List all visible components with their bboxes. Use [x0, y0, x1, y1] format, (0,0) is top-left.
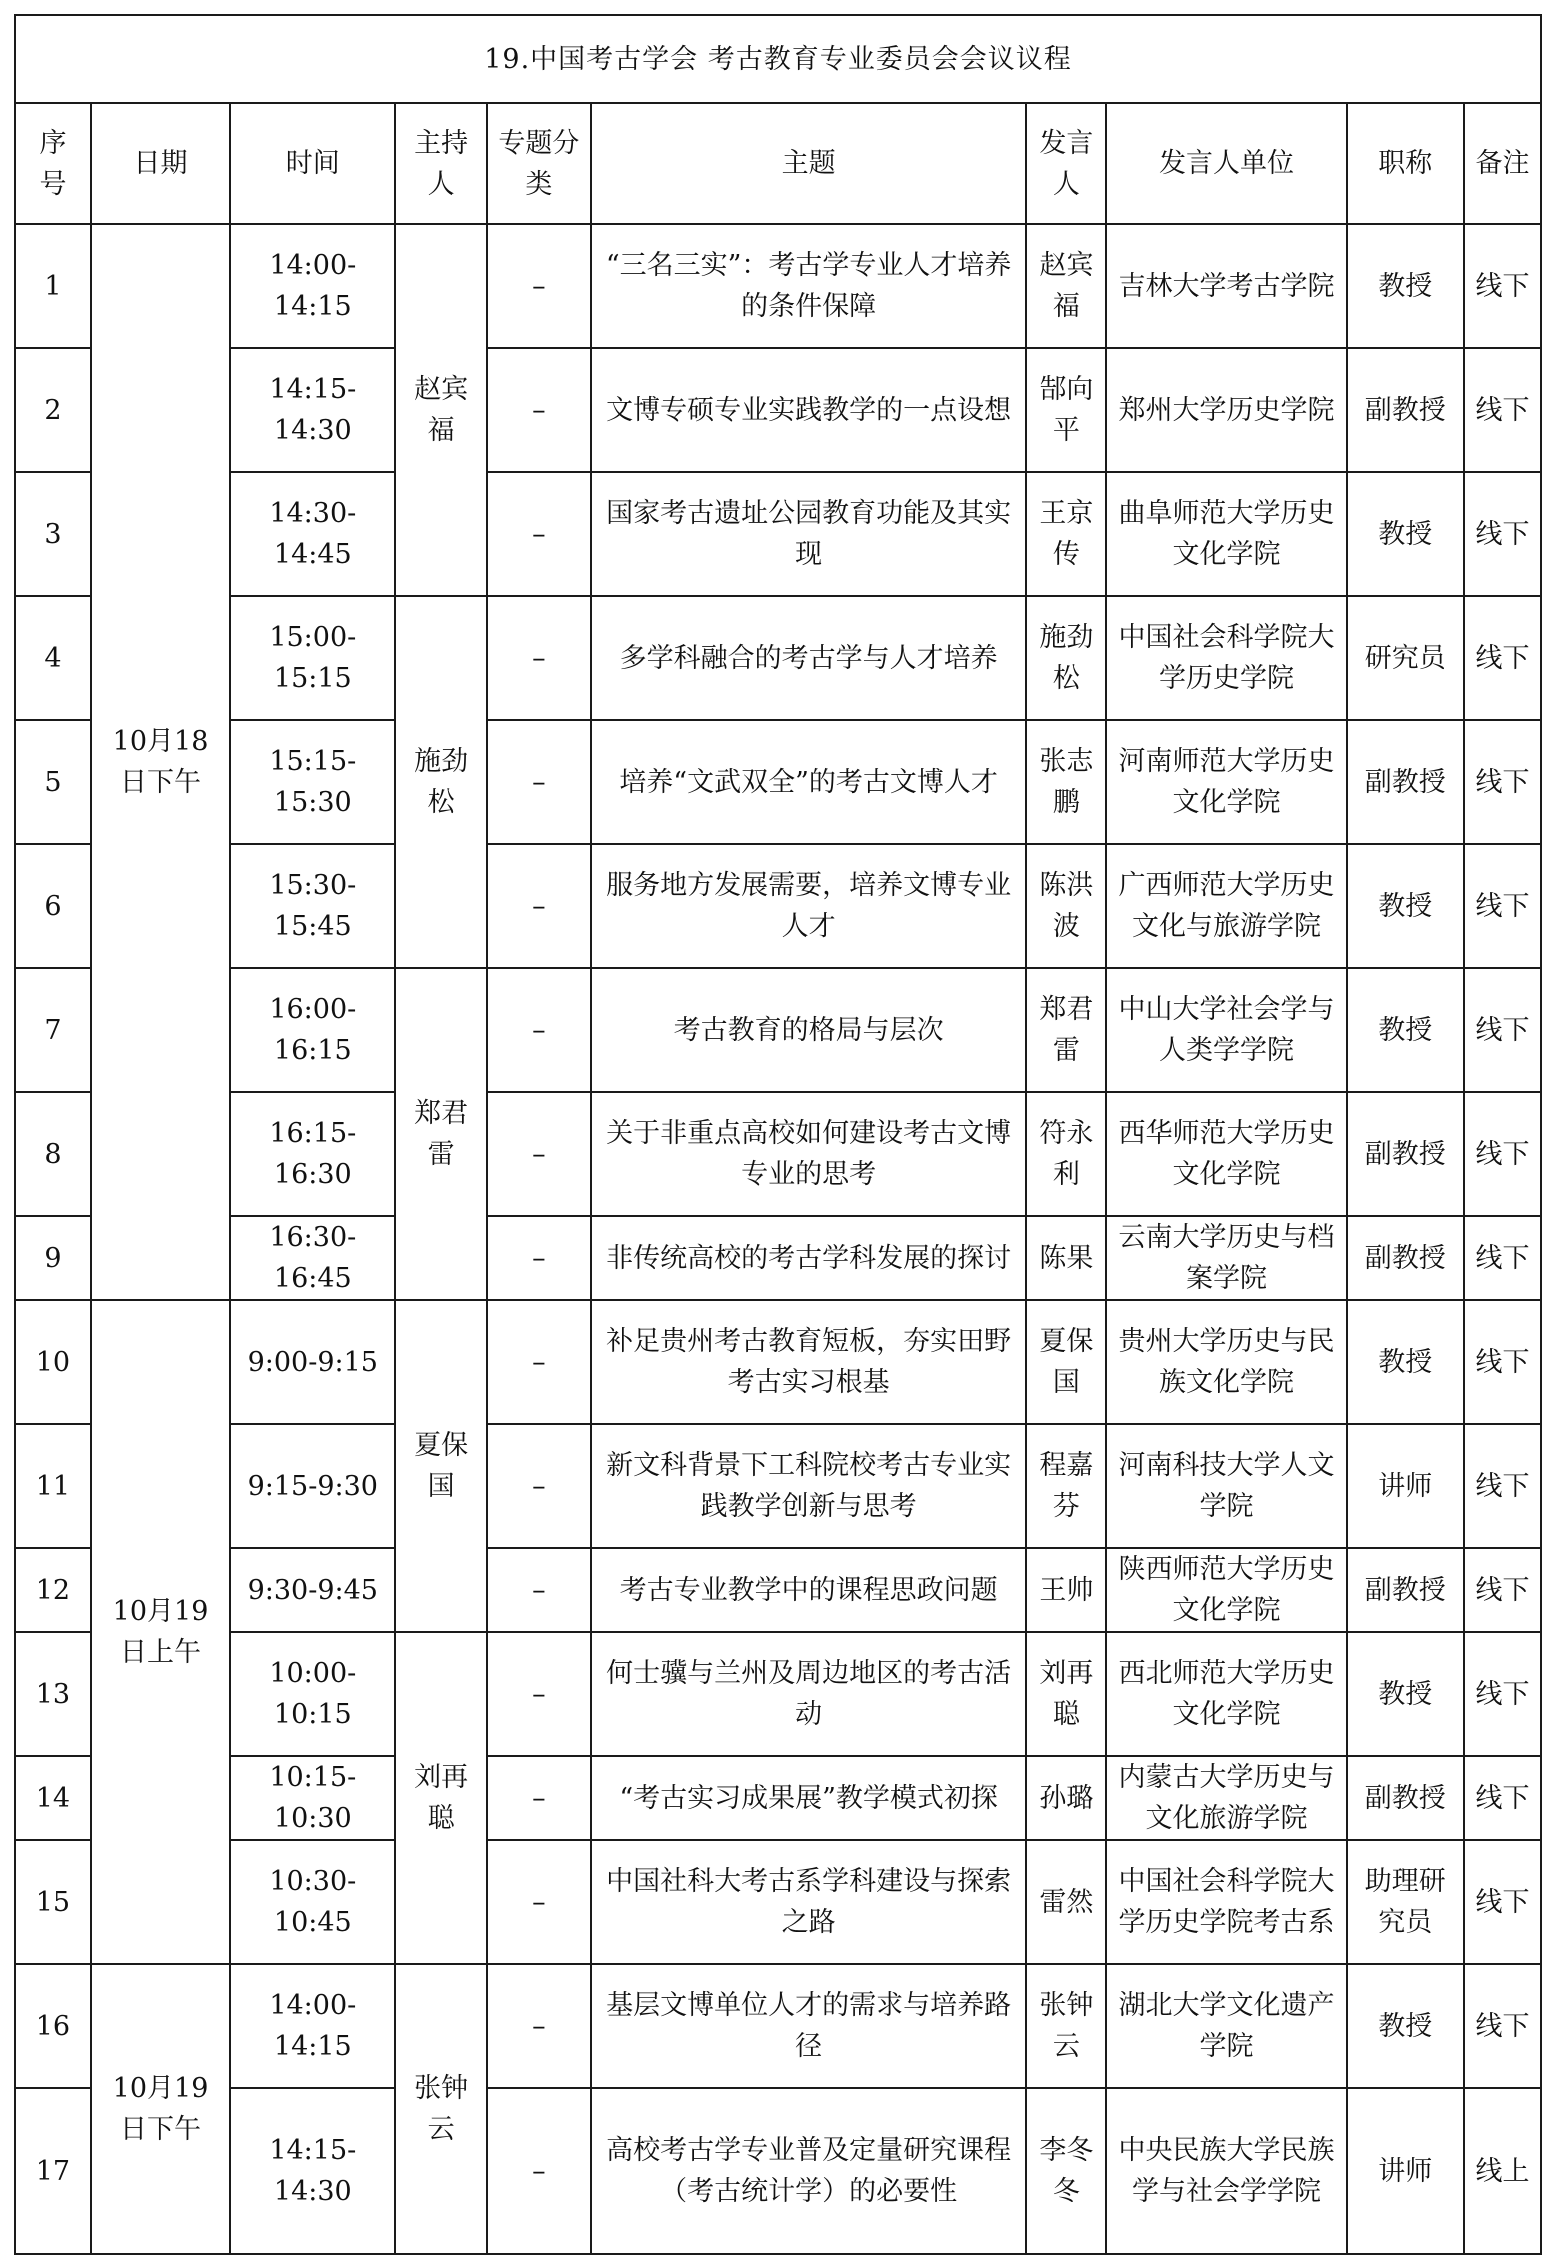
row-index: 12	[15, 1548, 91, 1632]
host-cell: 夏保国	[395, 1300, 486, 1632]
row-index: 10	[15, 1300, 91, 1424]
row-unit: 内蒙古大学历史与文化旅游学院	[1106, 1756, 1346, 1840]
row-unit: 湖北大学文化遗产学院	[1106, 1964, 1346, 2088]
row-time: 14:30-14:45	[230, 472, 395, 596]
row-category: –	[487, 1964, 591, 2088]
row-category: –	[487, 348, 591, 472]
row-rank: 教授	[1347, 1632, 1464, 1756]
row-note: 线下	[1464, 844, 1541, 968]
row-time: 14:00-14:15	[230, 1964, 395, 2088]
row-unit: 中国社会科学院大学历史学院	[1106, 596, 1346, 720]
row-category: –	[487, 472, 591, 596]
row-index: 17	[15, 2088, 91, 2254]
row-topic: 非传统高校的考古学科发展的探讨	[591, 1216, 1027, 1300]
row-rank: 副教授	[1347, 1092, 1464, 1216]
row-topic: 文博专硕专业实践教学的一点设想	[591, 348, 1027, 472]
row-rank: 副教授	[1347, 720, 1464, 844]
row-topic: 国家考古遗址公园教育功能及其实现	[591, 472, 1027, 596]
row-topic: 服务地方发展需要，培养文博专业人才	[591, 844, 1027, 968]
header-topic: 主题	[591, 103, 1027, 224]
row-rank: 教授	[1347, 472, 1464, 596]
row-index: 13	[15, 1632, 91, 1756]
row-time: 10:00-10:15	[230, 1632, 395, 1756]
table-row	[15, 844, 1541, 968]
table-row	[15, 1840, 1541, 1964]
row-note: 线下	[1464, 1424, 1541, 1548]
row-rank: 教授	[1347, 844, 1464, 968]
row-index: 4	[15, 596, 91, 720]
host-cell: 郑君雷	[395, 968, 486, 1300]
row-category: –	[487, 1756, 591, 1840]
row-speaker: 张志鹏	[1026, 720, 1106, 844]
row-unit: 中国社会科学院大学历史学院考古系	[1106, 1840, 1346, 1964]
row-time: 15:30-15:45	[230, 844, 395, 968]
table-row	[15, 1632, 1541, 1756]
row-index: 8	[15, 1092, 91, 1216]
row-speaker: 陈洪波	[1026, 844, 1106, 968]
table-row	[15, 1964, 1541, 2088]
row-unit: 河南科技大学人文学院	[1106, 1424, 1346, 1548]
row-speaker: 雷然	[1026, 1840, 1106, 1964]
row-time: 14:15-14:30	[230, 348, 395, 472]
row-note: 线下	[1464, 1840, 1541, 1964]
row-index: 11	[15, 1424, 91, 1548]
row-speaker: 孙璐	[1026, 1756, 1106, 1840]
row-topic: 基层文博单位人才的需求与培养路径	[591, 1964, 1027, 2088]
date-cell: 10月19日下午	[91, 1964, 230, 2254]
row-category: –	[487, 968, 591, 1092]
row-rank: 讲师	[1347, 1424, 1464, 1548]
row-time: 16:30-16:45	[230, 1216, 395, 1300]
row-speaker: 郑君雷	[1026, 968, 1106, 1092]
row-category: –	[487, 1092, 591, 1216]
row-time: 15:15-15:30	[230, 720, 395, 844]
row-index: 1	[15, 224, 91, 348]
row-note: 线下	[1464, 1092, 1541, 1216]
row-index: 9	[15, 1216, 91, 1300]
table-title: 19.中国考古学会 考古教育专业委员会会议议程	[15, 15, 1541, 103]
row-note: 线下	[1464, 1756, 1541, 1840]
row-note: 线下	[1464, 472, 1541, 596]
row-rank: 研究员	[1347, 596, 1464, 720]
row-category: –	[487, 844, 591, 968]
row-time: 10:30-10:45	[230, 1840, 395, 1964]
row-unit: 西北师范大学历史文化学院	[1106, 1632, 1346, 1756]
date-cell: 10月18日下午	[91, 224, 230, 1300]
table-row	[15, 1756, 1541, 1840]
table-row	[15, 1216, 1541, 1300]
row-index: 6	[15, 844, 91, 968]
table-row	[15, 1548, 1541, 1632]
row-topic: “三名三实”：考古学专业人才培养的条件保障	[591, 224, 1027, 348]
row-unit: 贵州大学历史与民族文化学院	[1106, 1300, 1346, 1424]
row-note: 线上	[1464, 2088, 1541, 2254]
row-note: 线下	[1464, 1548, 1541, 1632]
row-time: 14:00-14:15	[230, 224, 395, 348]
row-speaker: 符永利	[1026, 1092, 1106, 1216]
row-topic: 中国社科大考古系学科建设与探索之路	[591, 1840, 1027, 1964]
row-index: 16	[15, 1964, 91, 2088]
row-category: –	[487, 224, 591, 348]
row-note: 线下	[1464, 1964, 1541, 2088]
row-speaker: 王京传	[1026, 472, 1106, 596]
row-speaker: 陈果	[1026, 1216, 1106, 1300]
row-category: –	[487, 720, 591, 844]
agenda-table	[14, 14, 1542, 2255]
header-note: 备注	[1464, 103, 1541, 224]
row-note: 线下	[1464, 1632, 1541, 1756]
host-cell: 赵宾福	[395, 224, 486, 596]
row-rank: 助理研究员	[1347, 1840, 1464, 1964]
row-topic: 培养“文武双全”的考古文博人才	[591, 720, 1027, 844]
header-unit: 发言人单位	[1106, 103, 1346, 224]
row-topic: “考古实习成果展”教学模式初探	[591, 1756, 1027, 1840]
row-rank: 副教授	[1347, 1216, 1464, 1300]
row-index: 2	[15, 348, 91, 472]
row-speaker: 程嘉芬	[1026, 1424, 1106, 1548]
row-index: 5	[15, 720, 91, 844]
header-date: 日期	[91, 103, 230, 224]
header-rank: 职称	[1347, 103, 1464, 224]
row-note: 线下	[1464, 720, 1541, 844]
header-time: 时间	[230, 103, 395, 224]
row-rank: 副教授	[1347, 1756, 1464, 1840]
row-rank: 讲师	[1347, 2088, 1464, 2254]
row-topic: 考古教育的格局与层次	[591, 968, 1027, 1092]
row-topic: 高校考古学专业普及定量研究课程（考古统计学）的必要性	[591, 2088, 1027, 2254]
row-category: –	[487, 1300, 591, 1424]
row-index: 7	[15, 968, 91, 1092]
row-unit: 曲阜师范大学历史文化学院	[1106, 472, 1346, 596]
row-rank: 教授	[1347, 1964, 1464, 2088]
row-note: 线下	[1464, 596, 1541, 720]
row-note: 线下	[1464, 348, 1541, 472]
row-unit: 广西师范大学历史文化与旅游学院	[1106, 844, 1346, 968]
row-speaker: 王帅	[1026, 1548, 1106, 1632]
header-host: 主持人	[395, 103, 486, 224]
row-category: –	[487, 1548, 591, 1632]
row-unit: 云南大学历史与档案学院	[1106, 1216, 1346, 1300]
row-speaker: 刘再聪	[1026, 1632, 1106, 1756]
table-row	[15, 348, 1541, 472]
row-category: –	[487, 1216, 591, 1300]
row-rank: 副教授	[1347, 1548, 1464, 1632]
row-note: 线下	[1464, 1300, 1541, 1424]
table-row	[15, 1424, 1541, 1548]
host-cell: 张钟云	[395, 1964, 486, 2254]
row-topic: 考古专业教学中的课程思政问题	[591, 1548, 1027, 1632]
row-speaker: 张钟云	[1026, 1964, 1106, 2088]
row-index: 3	[15, 472, 91, 596]
row-unit: 中央民族大学民族学与社会学学院	[1106, 2088, 1346, 2254]
row-time: 9:30-9:45	[230, 1548, 395, 1632]
row-time: 9:00-9:15	[230, 1300, 395, 1424]
row-speaker: 夏保国	[1026, 1300, 1106, 1424]
row-index: 15	[15, 1840, 91, 1964]
table-row	[15, 2088, 1541, 2254]
row-unit: 吉林大学考古学院	[1106, 224, 1346, 348]
table-row	[15, 1300, 1541, 1424]
row-category: –	[487, 1424, 591, 1548]
host-cell: 刘再聪	[395, 1632, 486, 1964]
row-topic: 补足贵州考古教育短板，夯实田野考古实习根基	[591, 1300, 1027, 1424]
header-speaker: 发言人	[1026, 103, 1106, 224]
table-row	[15, 1092, 1541, 1216]
row-index: 14	[15, 1756, 91, 1840]
row-category: –	[487, 1840, 591, 1964]
row-rank: 教授	[1347, 224, 1464, 348]
row-topic: 多学科融合的考古学与人才培养	[591, 596, 1027, 720]
row-category: –	[487, 1632, 591, 1756]
host-cell: 施劲松	[395, 596, 486, 968]
row-unit: 陕西师范大学历史文化学院	[1106, 1548, 1346, 1632]
row-note: 线下	[1464, 1216, 1541, 1300]
table-row	[15, 472, 1541, 596]
row-time: 16:00-16:15	[230, 968, 395, 1092]
date-cell: 10月19日上午	[91, 1300, 230, 1964]
row-rank: 副教授	[1347, 348, 1464, 472]
row-time: 9:15-9:30	[230, 1424, 395, 1548]
row-speaker: 李冬冬	[1026, 2088, 1106, 2254]
table-row	[15, 720, 1541, 844]
row-time: 16:15-16:30	[230, 1092, 395, 1216]
row-topic: 何士骥与兰州及周边地区的考古活动	[591, 1632, 1027, 1756]
row-time: 10:15-10:30	[230, 1756, 395, 1840]
header-index: 序号	[15, 103, 91, 224]
table-row	[15, 968, 1541, 1092]
row-note: 线下	[1464, 224, 1541, 348]
row-note: 线下	[1464, 968, 1541, 1092]
table-row	[15, 224, 1541, 348]
row-speaker: 郜向平	[1026, 348, 1106, 472]
row-topic: 关于非重点高校如何建设考古文博专业的思考	[591, 1092, 1027, 1216]
row-time: 14:15-14:30	[230, 2088, 395, 2254]
row-speaker: 施劲松	[1026, 596, 1106, 720]
row-category: –	[487, 596, 591, 720]
row-unit: 郑州大学历史学院	[1106, 348, 1346, 472]
row-unit: 河南师范大学历史文化学院	[1106, 720, 1346, 844]
row-category: –	[487, 2088, 591, 2254]
row-unit: 西华师范大学历史文化学院	[1106, 1092, 1346, 1216]
row-rank: 教授	[1347, 968, 1464, 1092]
header-category: 专题分类	[487, 103, 591, 224]
row-time: 15:00-15:15	[230, 596, 395, 720]
row-unit: 中山大学社会学与人类学学院	[1106, 968, 1346, 1092]
row-rank: 教授	[1347, 1300, 1464, 1424]
row-speaker: 赵宾福	[1026, 224, 1106, 348]
row-topic: 新文科背景下工科院校考古专业实践教学创新与思考	[591, 1424, 1027, 1548]
table-row	[15, 596, 1541, 720]
agenda-page	[14, 14, 1542, 2255]
